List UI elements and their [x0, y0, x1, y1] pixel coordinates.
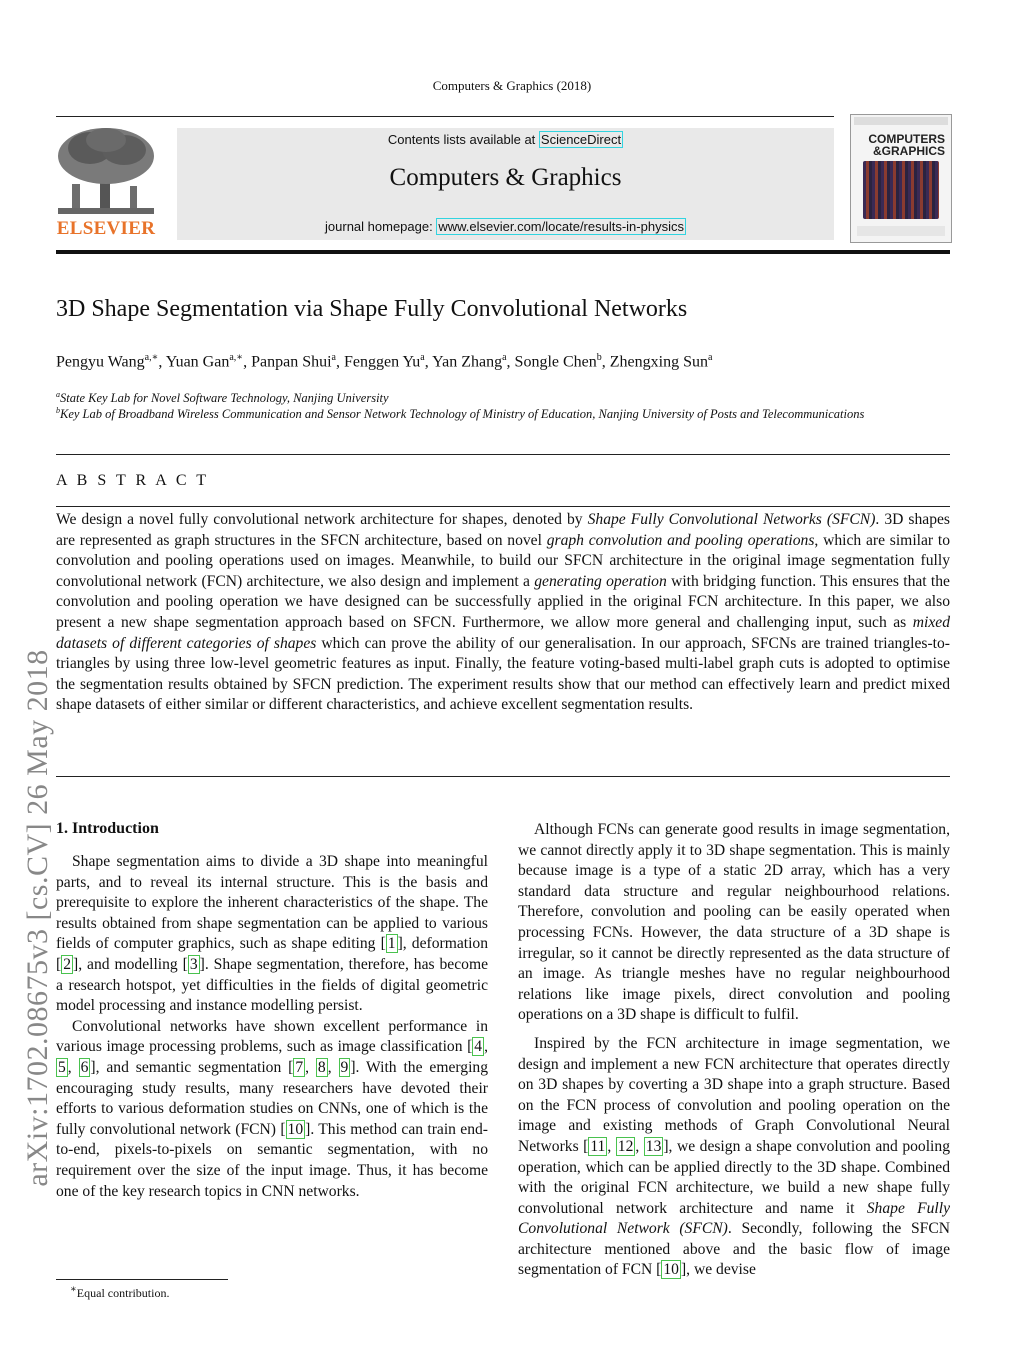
header-thin-rule: [56, 116, 834, 117]
citation-link[interactable]: 4: [474, 1038, 483, 1056]
author-name: Panpan Shui: [251, 353, 332, 371]
elsevier-tree-icon: [50, 122, 162, 218]
text-run: ,: [67, 1058, 79, 1076]
citation-link[interactable]: 6: [80, 1058, 89, 1076]
footnote-text: Equal contribution.: [76, 1286, 170, 1300]
italic-text: Shape Fully Convolutional Network (SFCN): [518, 1199, 950, 1238]
abstract-inner-rule: [56, 506, 950, 507]
journal-running-header: Computers & Graphics (2018): [432, 78, 592, 93]
header-thick-rule: [56, 250, 950, 254]
italic-text: mixed datasets of different categories of shapes: [56, 613, 950, 652]
author-sup: a: [707, 352, 713, 363]
text-run: . Secondly, following the SFCN architecture mentioned above and the basic flow of image segmentation of FCN [: [518, 1220, 950, 1279]
author-name: Songle Chen: [514, 353, 597, 371]
text-run: with bridging function. This ensures that the convolution and pooling operation we have designed can be successfully applied in the original FCN architecture. In this paper, we also present a new shape segmentation approach based on SFCN. Furthermore, we allow more general and challenging input, such as: [56, 572, 950, 631]
abstract-top-rule: [56, 454, 950, 455]
text-run: ,: [635, 1137, 644, 1155]
paragraph: [518, 820, 950, 1026]
footnote: [70, 1284, 169, 1301]
citation-link[interactable]: 8: [317, 1058, 326, 1076]
author-name: Yan Zhang: [432, 353, 503, 371]
left-column-body: [56, 852, 488, 1202]
citation-link[interactable]: 9: [340, 1058, 349, 1076]
author-sup: a: [420, 352, 425, 363]
author-name: Yuan Gan: [165, 353, 230, 371]
footnote-mark: ∗: [70, 1284, 77, 1295]
author-name: Zhengxing Sun: [609, 353, 708, 371]
citation-link[interactable]: 5: [58, 1058, 66, 1076]
text-run: ], we design a shape convolution and pooling operation, which can be applied directly to the 3D shape. Combined with the original FCN architecture, we build a new shape fully convolutional network architecture and name it: [518, 1137, 950, 1217]
homepage-line: [177, 219, 834, 234]
affiliation-text: Key Lab of Broadband Wireless Communication and Sensor Network Technology of Ministry of Education, Nanjing University of Posts and Telecommunications: [60, 407, 865, 422]
text-run: ]. Shape segmentation, therefore, has become a research hotspot, yet difficulties in the fields of digital geometric model processing and instance modelling persist.: [56, 955, 488, 1015]
italic-text: Shape Fully Convolutional Networks (SFCN): [587, 511, 876, 528]
abstract-heading: A B S T R A C T: [56, 472, 210, 489]
citation-link[interactable]: 12: [617, 1137, 634, 1155]
arxiv-stamp: arXiv:1702.08675v3 [cs.CV] 26 May 2018: [21, 649, 54, 1187]
journal-banner: [177, 128, 834, 240]
citation-link[interactable]: 1: [387, 935, 396, 953]
text-run: ]. With the emerging encouraging study results, many researchers have devoted their efforts to various deformation studies on CNNs, one of which is the fully convolutional network (FCN) [: [56, 1058, 489, 1138]
footnote-rule: [56, 1279, 228, 1280]
citation-link[interactable]: 3: [189, 955, 198, 973]
italic-text: graph convolution and pooling operations: [546, 531, 815, 549]
paragraph: [56, 852, 488, 1017]
cover-title-1: COMPUTERS: [868, 132, 945, 146]
text-run: Inspired by the FCN architecture in image segmentation, we design and implement a new FCN architecture that operates directly on 3D shapes by coverting a 3D shape into a graph structure. Based on the FCN process of convolution and pooling operation on the image and existing methods of Graph Convolutional Neural Networks [: [518, 1034, 950, 1155]
journal-name: Computers & Graphics: [389, 164, 622, 191]
text-run: ], deformation [: [56, 935, 488, 973]
abstract-text: [56, 510, 950, 716]
author-sup: b: [596, 352, 602, 363]
text-run: Although FCNs can generate good results in image segmentation, we cannot directly apply it to 3D shape segmentation. This is mainly because image is a type of a static 2D array, which has a very standard data structure and regular neighbourhood relations. Therefore, convolution and pooling can be easily operated when processing FCNs. However, the data structure of a 3D shape is irregular, so it cannot be directly represented as the data structure of an image. As triangle meshes have no regular neighbourhood relations like image pixels, direct convolution and pooling operations on a 3D shape is difficult to fulfil.: [518, 821, 950, 1024]
citation-link[interactable]: 10: [287, 1120, 304, 1138]
paragraph: [56, 1017, 488, 1202]
homepage-prefix: journal homepage:: [325, 219, 437, 234]
affiliation-sup: a: [56, 390, 60, 399]
text-run: ,: [607, 1137, 616, 1155]
author-sup: a,∗: [144, 352, 159, 363]
text-run: ], and semantic segmentation [: [90, 1058, 294, 1076]
elsevier-wordmark: ELSEVIER: [56, 218, 156, 239]
paper-title: 3D Shape Segmentation via Shape Fully Convolutional Networks: [56, 296, 688, 322]
italic-text: generating operation: [534, 572, 667, 590]
cover-artwork: [863, 161, 939, 219]
abstract-bottom-rule: [56, 776, 950, 777]
section-heading-introduction: 1. Introduction: [56, 820, 159, 837]
contents-line: [177, 132, 834, 147]
cover-title-2: &GRAPHICS: [872, 144, 945, 158]
homepage-link[interactable]: www.elsevier.com/locate/results-in-physics: [438, 219, 684, 234]
text-run: We design a novel fully convolutional network architecture for shapes, denoted by: [56, 511, 588, 528]
author-sup: a,∗: [229, 352, 244, 363]
text-run: ], and modelling [: [73, 955, 188, 973]
affiliation-line: [56, 406, 864, 422]
text-run: . 3D shapes are represented as graph structures in the SFCN architecture, based on novel: [56, 511, 951, 549]
author-list: Pengyu Wang$^{a,∗}$, Yuan Gan$^{a,∗}$, Panpan Shui$^a$, Fenggen Yu$^a$, Yan Zhang$^a$, Songle Chen$^b$, Zhengxing Sun$^a$: [56, 352, 713, 371]
citation-link[interactable]: 10: [663, 1261, 679, 1279]
sciencedirect-link[interactable]: ScienceDirect: [540, 132, 622, 147]
affiliation-line: [56, 390, 389, 406]
text-run: ]. This method can train end-to-end, pixels-to-pixels on semantic segmentation, with no requirement over the size of the input image. Thus, it has become one of the key research topics in CNN networks.: [56, 1120, 488, 1200]
contents-prefix: Contents lists available at: [387, 132, 539, 147]
affiliation-text: State Key Lab for Novel Software Technology, Nanjing University: [60, 391, 389, 406]
text-run: ,: [484, 1038, 488, 1056]
affiliation-sup: b: [56, 406, 60, 415]
citation-link[interactable]: 11: [590, 1137, 606, 1155]
author-sup: a: [331, 352, 336, 363]
citation-link[interactable]: 2: [63, 955, 71, 973]
text-run: which can prove the ability of our generalisation. In our approach, SFCNs are trained triangles-to-triangles by using three low-level geometric features as input. Finally, the feature voting-based multi-label graph cuts is adopted to optimise the segmentation results obtained by SFCN prediction. The experiment results show that our method can effectively learn and predict mixed shape datasets of either similar or different characteristics, and achieve excellent segmentation results.: [56, 634, 950, 714]
text-run: ], we devise: [680, 1261, 756, 1279]
text-run: ,: [305, 1058, 316, 1076]
text-run: , which are similar to convolution and pooling operations used on images. Meanwhile, to build our SFCN architecture in the original image segmentation fully convolutional network (FCN) architecture, we also design and implement a: [56, 531, 950, 590]
elsevier-logo: [50, 122, 162, 240]
author-name: Pengyu Wang: [56, 353, 145, 371]
text-run: Convolutional networks have shown excellent performance in various image processing problems, such as image classification [: [56, 1017, 488, 1056]
text-run: Shape segmentation aims to divide a 3D shape into meaningful parts, and to reveal its internal structure. This is the basis and prerequisite to explore the inherent characteristics of the shape. The results obtained from shape segmentation can be applied to various fields of computer graphics, such as shape editing [: [56, 853, 488, 953]
citation-link[interactable]: 13: [645, 1137, 662, 1155]
right-column-body: [518, 820, 950, 1281]
citation-link[interactable]: 7: [295, 1058, 304, 1076]
author-sup: a: [502, 352, 507, 363]
text-run: ,: [327, 1058, 339, 1076]
author-name: Fenggen Yu: [344, 353, 421, 371]
paragraph: [518, 1034, 950, 1281]
journal-cover-thumbnail: [850, 114, 952, 243]
